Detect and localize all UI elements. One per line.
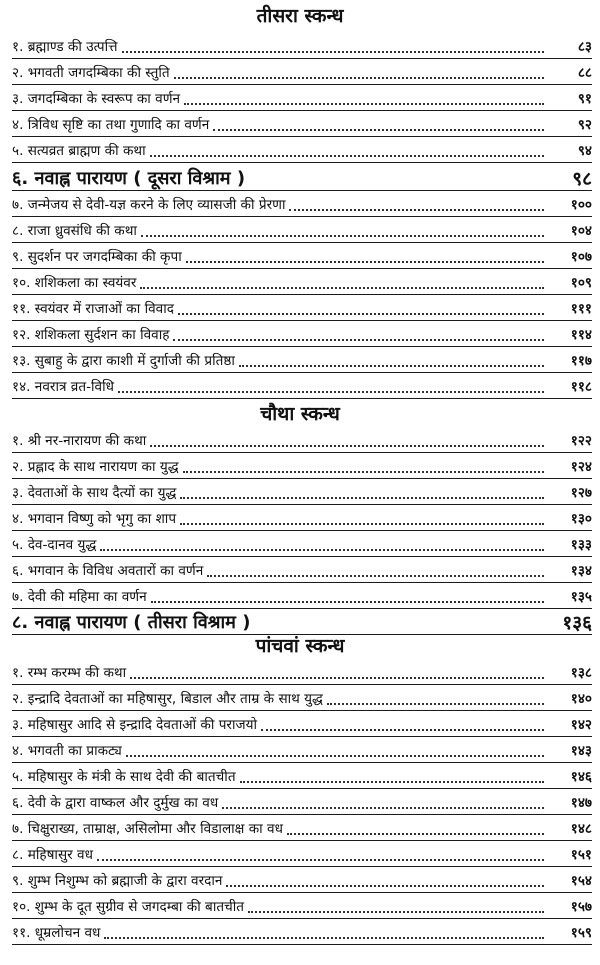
toc-entry — [12, 372, 592, 399]
entry-page: १४६ — [570, 769, 592, 785]
toc-entry — [12, 840, 592, 867]
leader-dots — [141, 235, 544, 237]
toc-entry — [12, 814, 592, 841]
entry-page: १४२ — [570, 717, 592, 733]
entry-page: १२२ — [570, 433, 592, 449]
entry-page: ११८ — [570, 379, 592, 395]
entry-title: २. इन्द्रादि देवताओं का महिषासुर, बिडाल और ताम्र के साथ युद्ध — [12, 691, 323, 707]
entry-title: ७. जन्मेजय से देवी-यज्ञ करने के लिए व्यासजी की प्रेरणा — [12, 197, 286, 213]
toc-entry — [12, 684, 592, 711]
leader-dots — [184, 103, 544, 105]
toc-entry — [12, 110, 592, 137]
entry-title: ७. देवी की महिमा का वर्णन — [12, 589, 147, 605]
entry-title: ५. देव-दानव युद्ध — [12, 537, 97, 553]
entry-page: ९२ — [577, 117, 592, 133]
entry-page: १५४ — [570, 873, 592, 889]
entry-title: ५. महिषासुर के मंत्री के साथ देवी की बातचीत — [12, 769, 236, 785]
entry-page: १२७ — [570, 485, 592, 501]
entry-page: ९८ — [572, 168, 592, 190]
entry-title: ११. स्वयंवर में राजाओं का विवाद — [12, 301, 174, 317]
leader-dots — [261, 729, 544, 731]
leader-dots — [226, 885, 544, 887]
leader-dots — [287, 833, 544, 835]
entry-title: ७. चिक्षुराख्य, ताम्राक्ष, असिलोमा और विडालाक्ष का वध — [12, 821, 283, 837]
entry-page: १५९ — [570, 925, 592, 941]
entry-page: १५१ — [570, 847, 592, 863]
entry-page: ११४ — [570, 327, 592, 343]
leader-dots — [173, 339, 544, 341]
toc-entry — [12, 320, 592, 347]
toc-entry — [12, 452, 592, 479]
toc-entry — [12, 426, 592, 453]
entry-title: ९. शुम्भ निशुम्भ को ब्रह्माजी के द्वारा वरदान — [12, 873, 223, 889]
leader-dots — [248, 911, 544, 913]
toc-entry — [12, 762, 592, 789]
entry-page: १४० — [570, 691, 592, 707]
entry-page: १४७ — [570, 795, 592, 811]
entry-page: १३३ — [570, 537, 592, 553]
entry-page: १५७ — [570, 899, 592, 915]
entry-page: ८८ — [577, 65, 592, 81]
entry-title: ४. त्रिविध सृष्टि का तथा गुणादि का वर्णन — [12, 117, 210, 133]
leader-dots — [183, 471, 544, 473]
toc-entry — [12, 216, 592, 243]
entry-title: १०. शुम्भ के दूत सुग्रीव से जगदम्बा की बातचीत — [12, 899, 244, 915]
entry-title: ८. नवाह्न पारायण ( तीसरा विश्राम ) — [12, 612, 251, 633]
toc-entry-major — [12, 160, 592, 191]
toc-entry — [12, 530, 592, 557]
leader-dots — [126, 755, 544, 757]
toc-entry — [12, 190, 592, 217]
toc-entry — [12, 866, 592, 893]
leader-dots — [222, 807, 544, 809]
entry-page: १४३ — [570, 743, 592, 759]
entry-title: ३. देवताओं के साथ दैत्यों का युद्ध — [12, 485, 177, 501]
leader-dots — [150, 445, 544, 447]
entry-page: १०४ — [570, 223, 592, 239]
leader-dots — [104, 937, 544, 939]
toc-entry — [12, 710, 592, 737]
toc-entry — [12, 136, 592, 163]
entry-title: १२. शशिकला सुर्दशन का विवाह — [12, 327, 170, 343]
leader-dots — [97, 859, 544, 861]
entry-title: ४. भगवती का प्राकट्य — [12, 743, 122, 759]
toc-entry — [12, 918, 592, 945]
entry-page: १२४ — [570, 459, 592, 475]
entry-title: ९. सुदर्शन पर जगदम्बिका की कृपा — [12, 249, 182, 265]
entry-title: १३. सुबाहु के द्वारा काशी में दुर्गाजी की प्रतिष्ठा — [12, 353, 235, 369]
leader-dots — [289, 209, 544, 211]
entry-page: १०० — [570, 197, 592, 213]
entry-page: १३५ — [570, 589, 592, 605]
entry-title: ४. भगवान विष्णु को भृगु का शाप — [12, 511, 177, 527]
entry-page: १३४ — [570, 563, 592, 579]
entry-page: १४८ — [570, 821, 592, 837]
entry-page: १३८ — [570, 665, 592, 681]
toc-entry — [12, 478, 592, 505]
entry-page: ११७ — [570, 353, 592, 369]
entry-page: १११ — [570, 301, 592, 317]
toc-entry — [12, 892, 592, 919]
entry-page: ९१ — [577, 91, 592, 107]
toc-entry — [12, 736, 592, 763]
section-heading: तीसरा स्कन्ध — [256, 5, 344, 27]
toc-entry — [12, 346, 592, 373]
leader-dots — [151, 601, 544, 603]
entry-title: १०. शशिकला का स्वयंवर — [12, 275, 137, 291]
entry-title: २. प्रह्लाद के साथ नारायण का युद्ध — [12, 459, 179, 475]
entry-page: १०७ — [570, 249, 592, 265]
leader-dots — [118, 391, 544, 393]
entry-title: १. ब्रह्माण्ड की उत्पत्ति — [12, 39, 118, 55]
entry-title: ५. सत्यव्रत ब्राह्मण की कथा — [12, 143, 146, 159]
toc-entry — [12, 294, 592, 321]
entry-page: ८३ — [577, 39, 592, 55]
leader-dots — [207, 575, 544, 577]
entry-page: १३६ — [562, 612, 592, 634]
leader-dots — [180, 523, 544, 525]
toc-entry — [12, 242, 592, 269]
entry-title: ६. भगवान के विविध अवतारों का वर्णन — [12, 563, 204, 579]
toc-entry-major — [12, 604, 592, 635]
entry-title: ११. धूम्रलोचन वध — [12, 925, 101, 941]
entry-title: १. श्री नर-नारायण की कथा — [12, 433, 147, 449]
toc-entry — [12, 32, 592, 59]
entry-title: ८. राजा ध्रुवसंधि की कथा — [12, 223, 137, 239]
section-heading: पांचवां स्कन्ध — [255, 635, 345, 657]
entry-page: ९४ — [577, 143, 592, 159]
entry-title: १. रम्भ करम्भ की कथा — [12, 665, 127, 681]
toc-entry — [12, 658, 592, 685]
leader-dots — [186, 261, 544, 263]
entry-title: ३. महिषासुर आदि से इन्द्रादि देवताओं की पराजयो — [12, 717, 257, 733]
toc-entry — [12, 504, 592, 531]
leader-dots — [122, 51, 544, 53]
leader-dots — [239, 365, 544, 367]
entry-title: ८. महिषासुर वध — [12, 847, 93, 863]
toc-entry — [12, 58, 592, 85]
toc-entry — [12, 268, 592, 295]
entry-title: ३. जगदम्बिका के स्वरूप का वर्णन — [12, 91, 181, 107]
toc-entry — [12, 556, 592, 583]
section-heading: चौथा स्कन्ध — [260, 403, 340, 425]
leader-dots — [150, 155, 544, 157]
leader-dots — [240, 781, 544, 783]
toc-entry — [12, 84, 592, 111]
entry-title: ६. नवाह्न पारायण ( दूसरा विश्राम ) — [12, 168, 246, 189]
entry-title: २. भगवती जगदम्बिका की स्तुति — [12, 65, 170, 81]
leader-dots — [178, 313, 544, 315]
leader-dots — [174, 77, 544, 79]
entry-page: १३० — [570, 511, 592, 527]
leader-dots — [140, 287, 544, 289]
entry-page: १०९ — [570, 275, 592, 291]
leader-dots — [180, 497, 544, 499]
toc-entry — [12, 788, 592, 815]
leader-dots — [213, 129, 544, 131]
entry-title: १४. नवरात्र व्रत-विधि — [12, 379, 114, 395]
leader-dots — [327, 703, 544, 705]
entry-title: ६. देवी के द्वारा वाष्कल और दुर्मुख का वध — [12, 795, 219, 811]
leader-dots — [100, 549, 544, 551]
leader-dots — [130, 677, 544, 679]
